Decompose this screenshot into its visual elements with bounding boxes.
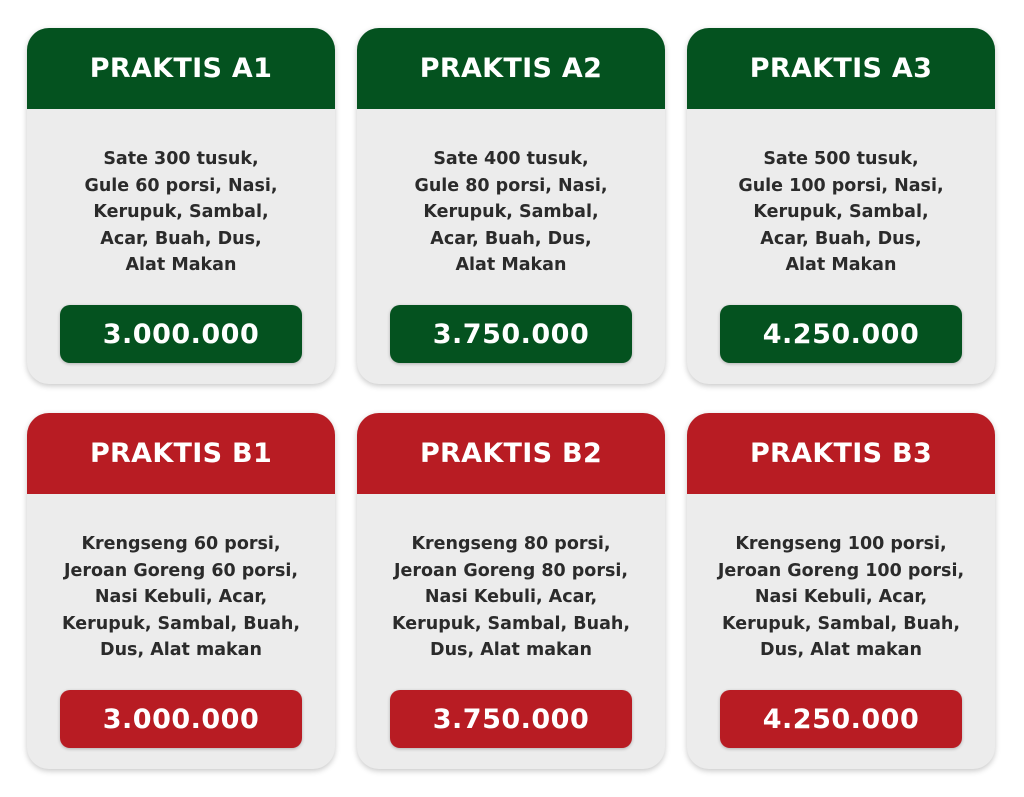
package-title: PRAKTIS A1 (27, 28, 335, 109)
package-card-a3 (687, 28, 995, 384)
package-card-b1 (27, 413, 335, 769)
package-card-b3 (687, 413, 995, 769)
package-grid (27, 28, 995, 769)
package-price: 4.250.000 (720, 305, 962, 363)
package-price: 3.750.000 (390, 305, 632, 363)
package-title: PRAKTIS B3 (687, 413, 995, 494)
package-price: 4.250.000 (720, 690, 962, 748)
package-description: Krengseng 100 porsi, Jeroan Goreng 100 porsi, Nasi Kebuli, Acar, Kerupuk, Sambal, Buah, Dus, Alat makan (717, 534, 965, 660)
package-title: PRAKTIS A2 (357, 28, 665, 109)
package-card-a1 (27, 28, 335, 384)
package-title: PRAKTIS B2 (357, 413, 665, 494)
package-description: Sate 300 tusuk, Gule 60 porsi, Nasi, Kerupuk, Sambal, Acar, Buah, Dus, Alat Makan (84, 149, 278, 275)
package-description: Sate 500 tusuk, Gule 100 porsi, Nasi, Kerupuk, Sambal, Acar, Buah, Dus, Alat Makan (738, 149, 944, 275)
package-title: PRAKTIS A3 (687, 28, 995, 109)
package-price: 3.000.000 (60, 305, 302, 363)
package-description: Sate 400 tusuk, Gule 80 porsi, Nasi, Kerupuk, Sambal, Acar, Buah, Dus, Alat Makan (414, 149, 608, 275)
package-title: PRAKTIS B1 (27, 413, 335, 494)
package-card-a2 (357, 28, 665, 384)
package-description: Krengseng 80 porsi, Jeroan Goreng 80 porsi, Nasi Kebuli, Acar, Kerupuk, Sambal, Buah, Dus, Alat makan (391, 534, 630, 660)
package-price: 3.000.000 (60, 690, 302, 748)
package-description: Krengseng 60 porsi, Jeroan Goreng 60 porsi, Nasi Kebuli, Acar, Kerupuk, Sambal, Buah, Dus, Alat makan (61, 534, 300, 660)
package-card-b2 (357, 413, 665, 769)
package-price: 3.750.000 (390, 690, 632, 748)
